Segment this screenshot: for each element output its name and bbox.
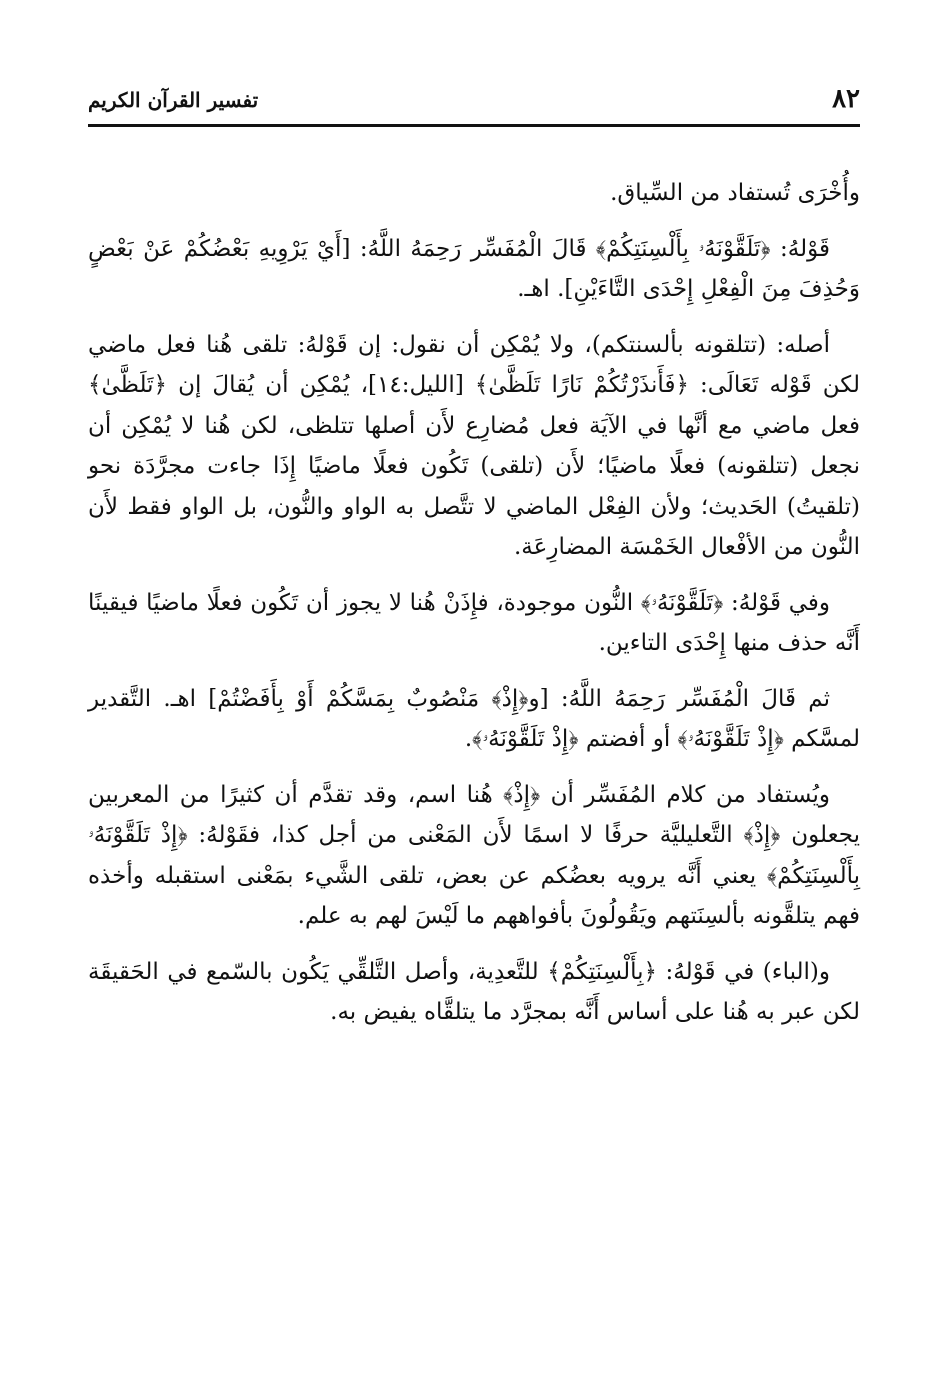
running-header xyxy=(88,80,860,127)
paragraph: ويُستفاد من كلام المُفَسِّر أن ﴿إِذْ﴾ هُنا اسم، وقد تقدَّم أن كثيرًا من المعربين يجعلون ﴿إِذْ﴾ التَّعليليَّة حرفًا لا اسمًا لأَن المَعْنى من أجل كذا، فقَوْلهُ: ﴿إِذْ تَلَقَّوْنَهُۥ بِأَلْسِنَتِكُمْ﴾ يعني أَنَّه يرويه بعضُكم عن بعض، تلقى الشَّيء بمَعْنى استقبله وأخذه فهم يتلقَّونه بألسِنَتهم ويَقُولُونَ بأفواههم ما لَيْسَ لهم به علم. xyxy=(88,781,861,929)
paragraph: و(الباء) في قَوْلهُ: ﴿بِأَلْسِنَتِكُمْ﴾ للتَّعدِية، وأصل التَّلقِّي يَكُون بالسّمع في الحَقيقَة لكن عبر به هُنا على أساس أَنَّه بمجرَّد ما يتلقَّاه يفيض به. xyxy=(88,958,860,1025)
page-body xyxy=(88,173,860,1033)
paragraph: وأُخْرَى تُستفاد من السِّياق. xyxy=(610,180,860,206)
document-page xyxy=(88,80,860,1320)
book-title: تفسير القرآن الكريم xyxy=(88,88,259,112)
paragraph: ثم قَالَ الْمُفَسِّر رَحِمَهُ اللَّهُ: [و﴿إِذْ﴾ مَنْصُوبٌ بِمَسَّكُمْ أَوْ بِأَفَضْتُمْ] اهـ. التَّقدير لمسَّكم ﴿إِذْ تَلَقَّوْنَهُۥ﴾ أو أفضتم ﴿إِذْ تَلَقَّوْنَهُۥ﴾. xyxy=(88,685,860,752)
page-number: ٨٢ xyxy=(832,84,860,114)
paragraph: وفي قَوْلهُ: ﴿تَلَقَّوْنَهُۥ﴾ النُّون موجودة، فإِذَنْ هُنا لا يجوز أن تَكُون فعلًا ماضيًا فيقينًا أَنَّه حذف منها إِحْدَى التاءين. xyxy=(88,589,860,656)
paragraph: أصله: (تتلقونه بألسنتكم)، ولا يُمْكِن أن نقول: إن قَوْلهُ: تلقى هُنا فعل ماضي لكن قَوْله تَعَالَى: ﴿فَأَنذَرْتُكُمْ نَارًا تَلَظَّىٰ﴾ [الليل:١٤]، يُمْكِن أن يُقالَ إن ﴿تَلَظَّىٰ﴾ فعل ماضي مع أنَّها في الآيَة فعل مُضارِع لأَن أصلها تتلظى، لكن هُنا لا يُمْكِن أن نجعل (تتلقونه) فعلًا ماضيًا؛ لأَن (تلقى) تَكُون فعلًا ماضيًا إِذَا جاءت مجرَّدَة نحو (تلقيتُ) الحَديث؛ ولأن الفِعْل الماضي لا تتَّصل به الواو والنُّون، بل الواو فقط لأَن النُّون من الأفْعال الخَمْسَة المضارِعَة. xyxy=(88,331,860,560)
paragraph: قَوْلهُ: ﴿تَلَقَّوْنَهُۥ بِأَلْسِنَتِكُمْ﴾ قَالَ الْمُفَسِّر رَحِمَهُ اللَّهُ: [أَيْ يَرْوِيهِ بَعْضُكُمْ عَنْ بَعْضٍ وَحُذِفَ مِنَ الْفِعْلِ إِحْدَى التَّاءَيْنِ]. اهـ. xyxy=(88,235,860,302)
